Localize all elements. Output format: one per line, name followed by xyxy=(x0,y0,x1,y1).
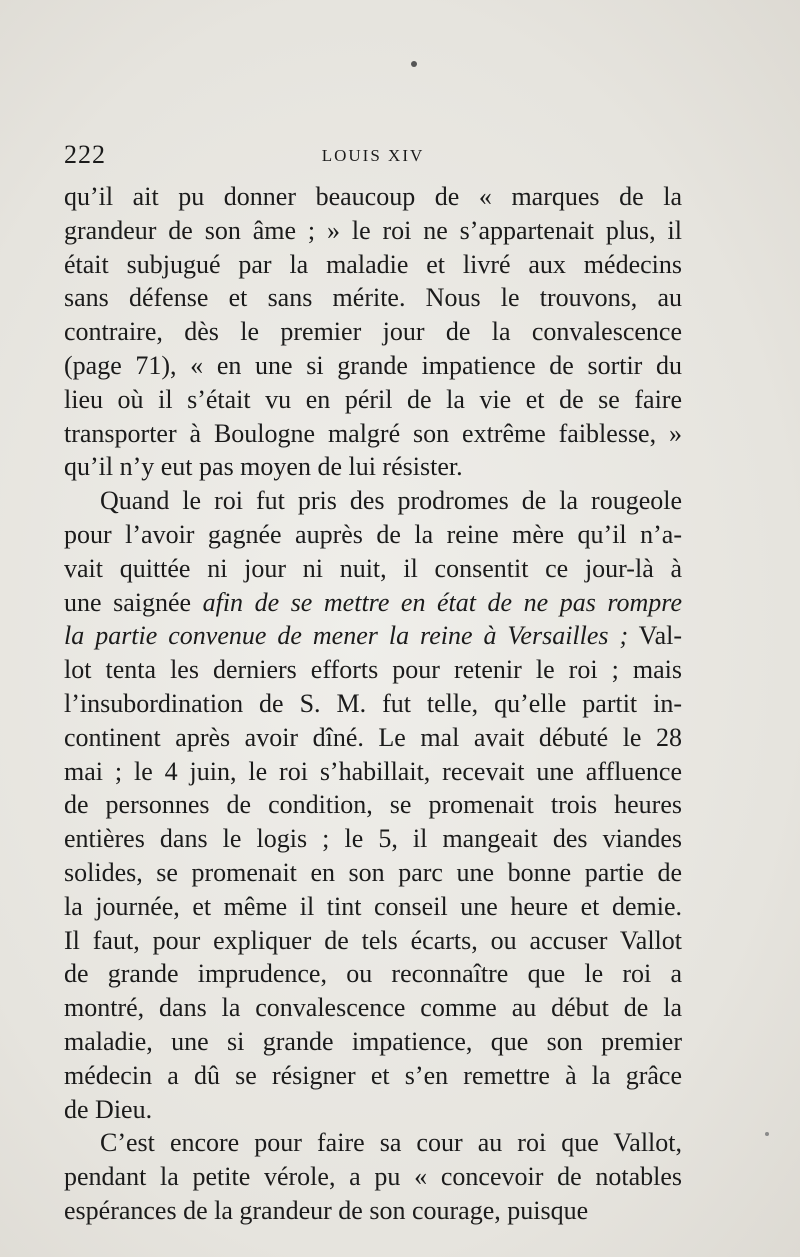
ink-speck xyxy=(765,1132,769,1136)
text-line: grandeur de son âme ; » le roi ne s’appartenait plus, il xyxy=(64,215,682,245)
text-line: transporter à Boulogne malgré son extrême faiblesse, » xyxy=(64,418,682,448)
text-line: qu’il ait pu donner beaucoup de « marques de la xyxy=(64,182,682,211)
text-line: contraire, dès le premier jour de la convalescence xyxy=(64,317,682,347)
text-line: vait quittée ni jour ni nuit, il consentit ce jour-là à xyxy=(64,553,682,583)
text-line: maladie, une si grande impatience, que son premier xyxy=(64,1026,682,1056)
page-header xyxy=(64,140,682,174)
italic-span: afin de se mettre en état de ne pas rompre xyxy=(202,587,682,617)
text-line: C’est encore pour faire sa cour au roi que Vallot, xyxy=(100,1128,682,1158)
text-line: montré, dans la convalescence comme au début de la xyxy=(64,993,682,1023)
text-line: la journée, et même il tint conseil une heure et demie. xyxy=(64,891,682,921)
text-line: continent après avoir dîné. Le mal avait débuté le 28 xyxy=(64,722,682,752)
text-span: Val- xyxy=(628,621,682,651)
text-line: Quand le roi fut pris des prodromes de la rougeole xyxy=(100,486,682,516)
text-line: lot tenta les derniers efforts pour retenir le roi ; mais xyxy=(64,655,682,685)
text-line: (page 71), « en une si grande impatience de sortir du xyxy=(64,350,682,380)
text-line: mai ; le 4 juin, le roi s’habillait, recevait une affluence xyxy=(64,756,682,786)
body-text xyxy=(64,180,682,1228)
text-line: médecin a dû se résigner et s’en remettre à la grâce xyxy=(64,1060,682,1090)
text-line: sans défense et sans mérite. Nous le trouvons, au xyxy=(64,283,682,313)
text-line: solides, se promenait en son parc une bonne partie de xyxy=(64,857,682,887)
text-line xyxy=(64,619,682,653)
text-line: l’insubordination de S. M. fut telle, qu’elle partit in- xyxy=(64,688,682,718)
italic-span: la partie convenue de mener la reine à Versailles ; xyxy=(64,621,629,651)
text-line: de Dieu. xyxy=(64,1094,153,1124)
text-line: de personnes de condition, se promenait trois heures xyxy=(64,790,682,820)
page-number: 222 xyxy=(64,140,106,169)
text-line: qu’il n’y eut pas moyen de lui résister. xyxy=(64,452,463,482)
text-line: Il faut, pour expliquer de tels écarts, ou accuser Vallot xyxy=(64,925,682,955)
text-line: espérances de la grandeur de son courage, puisque xyxy=(64,1195,589,1225)
text-line: entières dans le logis ; le 5, il mangeait des viandes xyxy=(64,824,682,854)
text-line: était subjugué par la maladie et livré aux médecins xyxy=(64,249,682,279)
text-line: lieu où il s’était vu en péril de la vie et de se faire xyxy=(64,384,682,414)
text-span: une saignée xyxy=(64,587,203,617)
text-line: de grande imprudence, ou reconnaître que le roi a xyxy=(64,959,682,989)
running-title: LOUIS XIV xyxy=(321,146,425,165)
ink-speck xyxy=(411,61,417,67)
text-line xyxy=(64,586,682,620)
text-line: pendant la petite vérole, a pu « concevoir de notables xyxy=(64,1162,682,1192)
text-line: pour l’avoir gagnée auprès de la reine mère qu’il n’a- xyxy=(64,519,682,549)
